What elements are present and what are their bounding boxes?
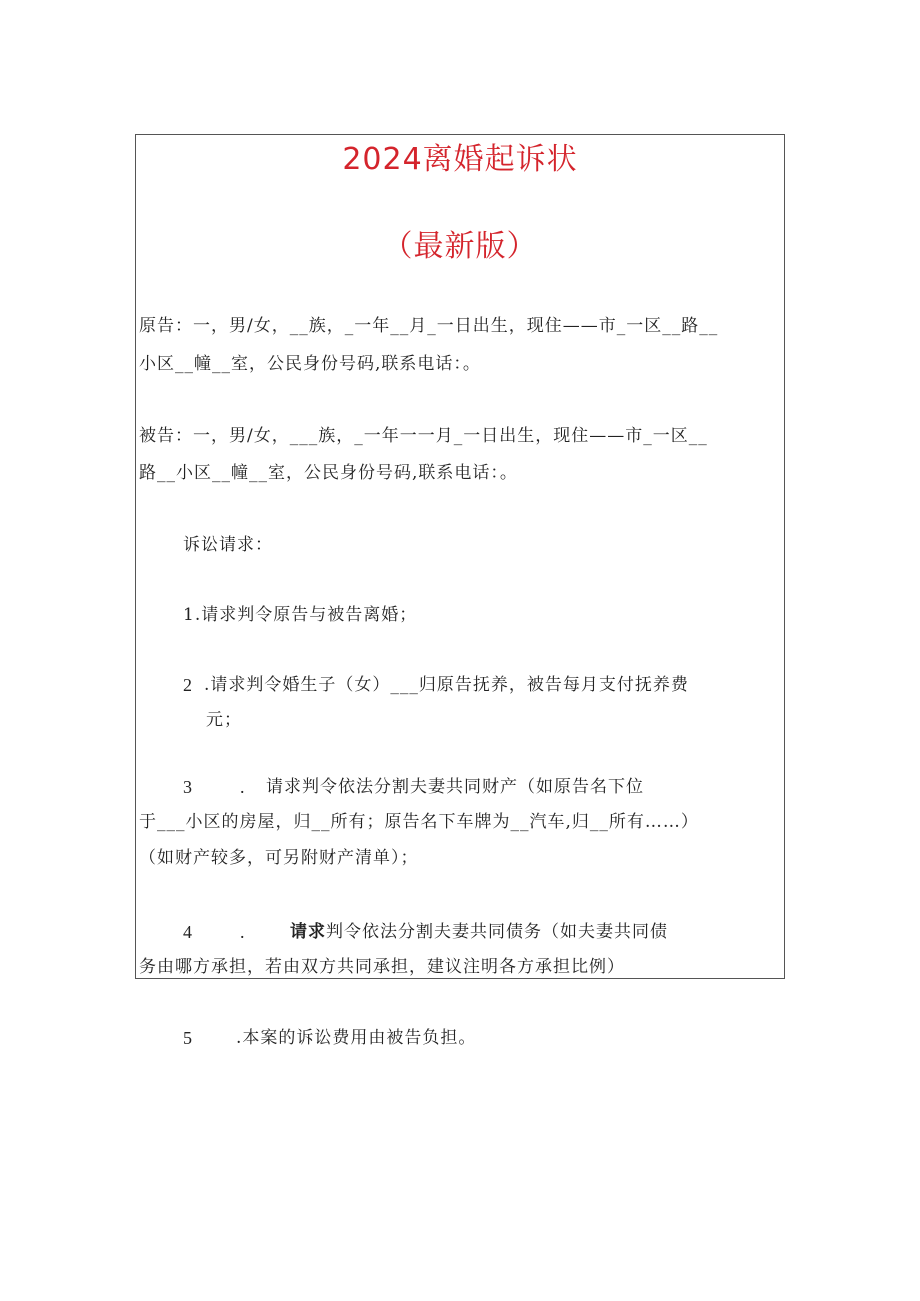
claim-4-number: 4 bbox=[183, 922, 192, 942]
claim-4-line-1-text: 判令依法分割夫妻共同债务（如夫妻共同债 bbox=[326, 922, 668, 942]
claim-4-lead: 请求 bbox=[290, 922, 326, 942]
claim-2-line-1: .请求判令婚生子（女）___归原告抚养，被告每月支付抚养费 bbox=[204, 675, 689, 695]
claim-3-number: 3 bbox=[183, 777, 192, 797]
claim-5-number: 5 bbox=[183, 1028, 192, 1048]
claim-4-line-1 bbox=[290, 920, 668, 944]
defendant-line-1: 被告：一，男/女，___族，_一年一一月_一日出生，现住——市_一区__ bbox=[139, 426, 708, 446]
defendant-line-2: 路__小区__幢__室，公民身份号码,联系电话：。 bbox=[139, 463, 518, 483]
claim-3-dot: . bbox=[240, 777, 245, 797]
claims-heading: 诉讼请求： bbox=[183, 535, 273, 555]
plaintiff-line-1: 原告：一，男/女，__族，_一年__月_一日出生，现住——市_一区__路__ bbox=[139, 316, 719, 336]
claim-2-line-2: 元； bbox=[206, 710, 242, 730]
claim-5-text: .本案的诉讼费用由被告负担。 bbox=[236, 1028, 477, 1048]
plaintiff-line-2: 小区__幢__室，公民身份号码,联系电话：。 bbox=[139, 354, 481, 374]
claim-4-line-2: 务由哪方承担，若由双方共同承担，建议注明各方承担比例） bbox=[139, 957, 625, 977]
document-title: 2024离婚起诉状 bbox=[342, 142, 578, 177]
claim-2-number: 2 bbox=[183, 675, 192, 695]
claim-1: 1.请求判令原告与被告离婚； bbox=[183, 605, 418, 625]
claim-3-line-3: （如财产较多，可另附财产清单）； bbox=[139, 848, 419, 868]
claim-3-line-1: 请求判令依法分割夫妻共同财产（如原告名下位 bbox=[266, 777, 644, 797]
document-subtitle: （最新版） bbox=[382, 229, 538, 264]
claim-3-line-2: 于___小区的房屋，归__所有；原告名下车牌为__汽车,归__所有……） bbox=[139, 812, 699, 832]
claim-4-dot: . bbox=[240, 922, 245, 942]
